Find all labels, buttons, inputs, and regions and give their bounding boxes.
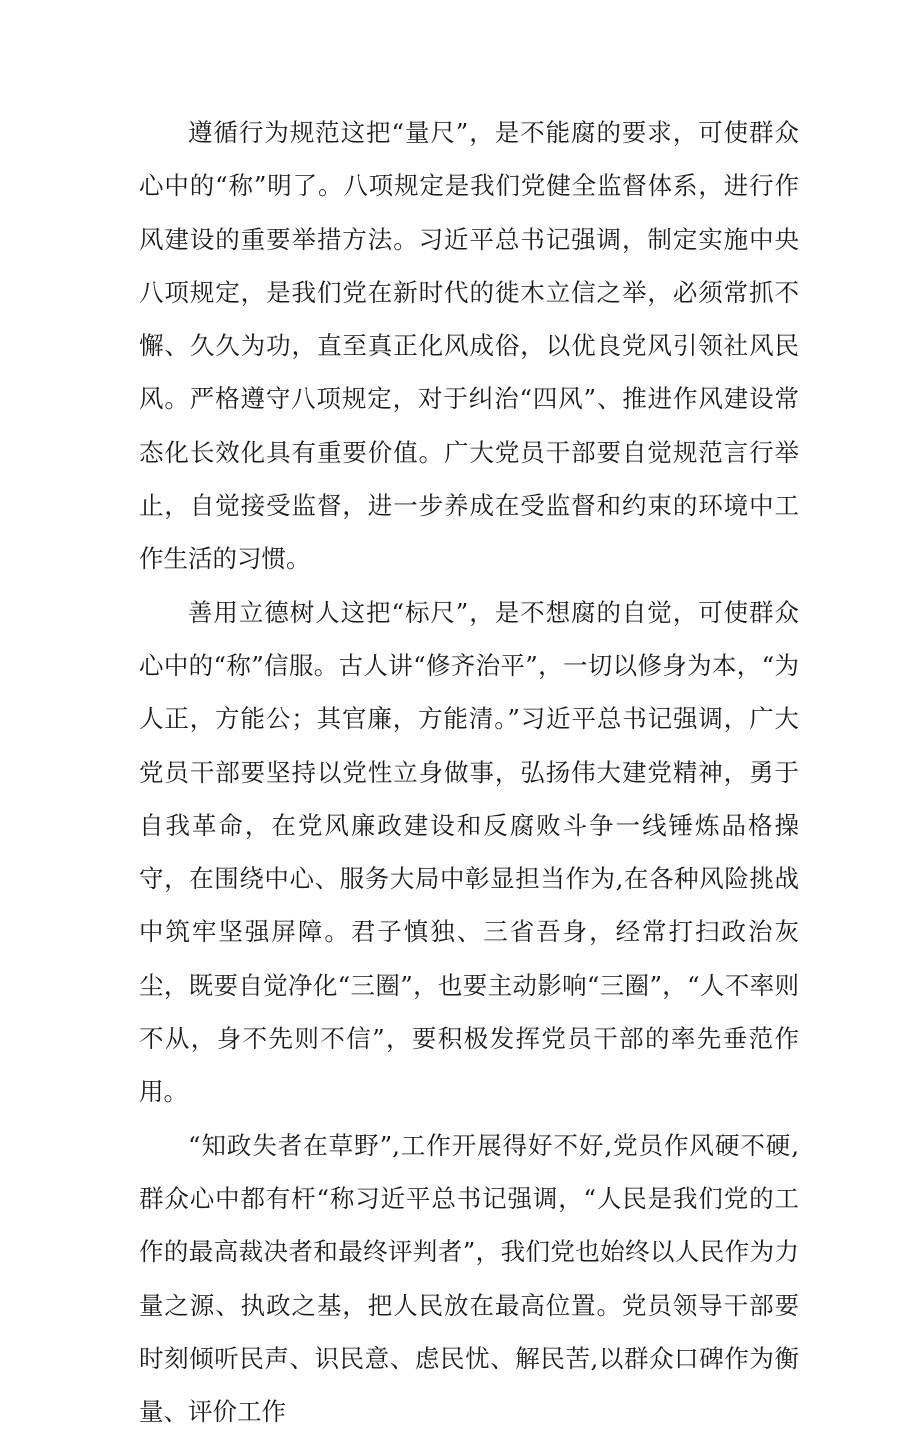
body-text bbox=[139, 106, 799, 1438]
paragraph-1: 遵循行为规范这把“量尺”，是不能腐的要求，可使群众心中的“称”明了。八项规定是我们党健全监督体系，进行作风建设的重要举措方法。习近平总书记强调，制定实施中央八项规定，是我们党在新时代的徙木立信之举，必须常抓不懈、久久为功，直至真正化风成俗，以优良党风引领社风民风。严格遵守八项规定，对于纠治“四风”、推进作风建设常态化长效化具有重要价值。广大党员干部要自觉规范言行举止，自觉接受监督，进一步养成在受监督和约束的环境中工作生活的习惯。 bbox=[139, 118, 799, 574]
paragraph-3: “知政失者在草野”,工作开展得好不好,党员作风硬不硬,群众心中都有杆“称习近平总书记强调，“人民是我们党的工作的最高裁决者和最终评判者”，我们党也始终以人民作为力量之源、执政之基，把人民放在最高位置。党员领导干部要时刻倾听民声、识民意、虑民忧、解民苦,以群众口碑作为衡量、评价工作 bbox=[139, 1130, 799, 1427]
paragraph-2: 善用立德树人这把“标尺”，是不想腐的自觉，可使群众心中的“称”信服。古人讲“修齐治平”，一切以修身为本，“为人正，方能公；其官廉，方能清。”习近平总书记强调，广大党员干部要坚持以党性立身做事，弘扬伟大建党精神，勇于自我革命，在党风廉政建设和反腐败斗争一线锤炼品格操守，在围绕中心、服务大局中彰显担当作为,在各种风险挑战中筑牢坚强屏障。君子慎独、三省吾身，经常打扫政治灰尘，既要自觉净化“三圈”，也要主动影响“三圈”，“人不率则不从，身不先则不信”，要积极发挥党员干部的率先垂范作用。 bbox=[139, 597, 799, 1107]
